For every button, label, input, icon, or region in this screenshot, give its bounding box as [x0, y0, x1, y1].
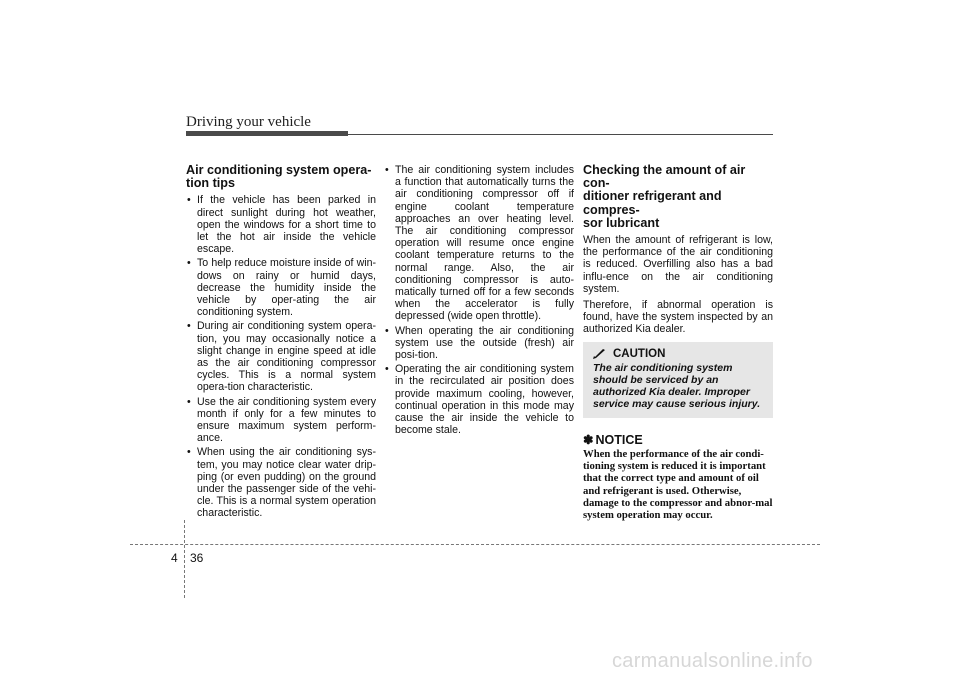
page-number: 36 — [190, 551, 204, 565]
notice-heading — [583, 434, 773, 446]
list-item: • Use the air conditioning system every month if only for a few minutes to ensure maximum system perform-ance. — [186, 396, 376, 445]
footer-divider — [130, 544, 820, 545]
paragraph: Therefore, if abnormal operation is found, have the system inspected by an authorized Kia dealer. — [583, 299, 773, 336]
caution-text: The air conditioning system should be serviced by an authorized Kia dealer. Improper service may cause serious injury. — [593, 361, 761, 410]
section-title-ac-tips: Air conditioning system opera- tion tips — [186, 163, 372, 191]
list-item: • To help reduce moisture inside of win-dows on rainy or humid days, decrease the humidity inside the vehicle by oper-ating the air conditioning system. — [186, 257, 376, 318]
caution-box — [583, 342, 773, 418]
list-item: • During air conditioning system opera-tion, you may occasionally notice a slight change in engine speed at idle as the air conditioning compressor cycles. This is a normal system opera-tion characteristic. — [186, 320, 376, 393]
watermark: carmanualsonline.info — [612, 650, 813, 672]
notice-label: NOTICE — [595, 432, 643, 447]
list-item: • When using the air conditioning sys-tem, you may notice clear water drip-ping (or even pudding) on the ground under the passenger side of the vehi-cle. This is a normal system operation characteristic. — [186, 446, 376, 519]
header-rule-thick — [186, 131, 348, 136]
caution-label: CAUTION — [613, 347, 666, 360]
list-item: • The air conditioning system includes a function that automatically turns the air conditioning compressor off if engine coolant temperature approaches an over heating level. The air conditioning compressor operation will resume once engine coolant temperature returns to the normal range. Also, the air conditioning compressor is auto-matically turned off for a few seconds when the accelerator is fully depressed (wide open throttle). — [384, 164, 574, 323]
header-title: Driving your vehicle — [186, 114, 311, 130]
column-3 — [583, 164, 773, 521]
caution-heading — [593, 348, 763, 360]
column-1 — [186, 164, 376, 522]
notice-text: When the performance of the air condi-tioning system is reduced it is important that the correct type and amount of oil and refrigerant is used. Otherwise, damage to the compressor and abnor-mal system operation may occur. — [583, 448, 773, 522]
chapter-number: 4 — [171, 551, 178, 565]
list-item: • Operating the air conditioning system in the recirculated air position does provide maximum cooling, however, continual operation in this mode may cause the air inside the vehicle to become stale. — [384, 363, 574, 436]
column-2 — [384, 164, 574, 438]
ac-tips-list-continued — [384, 164, 574, 436]
notice-icon: ✽ — [583, 432, 594, 447]
list-item: • If the vehicle has been parked in direct sunlight during hot weather, open the windows for a short time to let the hot air inside the vehicle escape. — [186, 194, 376, 255]
ac-tips-list — [186, 194, 376, 519]
paragraph: When the amount of refrigerant is low, the performance of the air conditioning is reduced. Overfilling also has a bad influ-ence on the air conditioning system. — [583, 234, 773, 295]
header-rule-thin — [348, 134, 773, 135]
section-title-refrigerant: Checking the amount of air con- ditioner refrigerant and compres- sor lubricant — [583, 163, 746, 230]
pencil-icon — [593, 349, 607, 359]
footer-vertical-divider — [184, 520, 185, 598]
list-item: • When operating the air conditioning system use the outside (fresh) air posi-tion. — [384, 325, 574, 362]
